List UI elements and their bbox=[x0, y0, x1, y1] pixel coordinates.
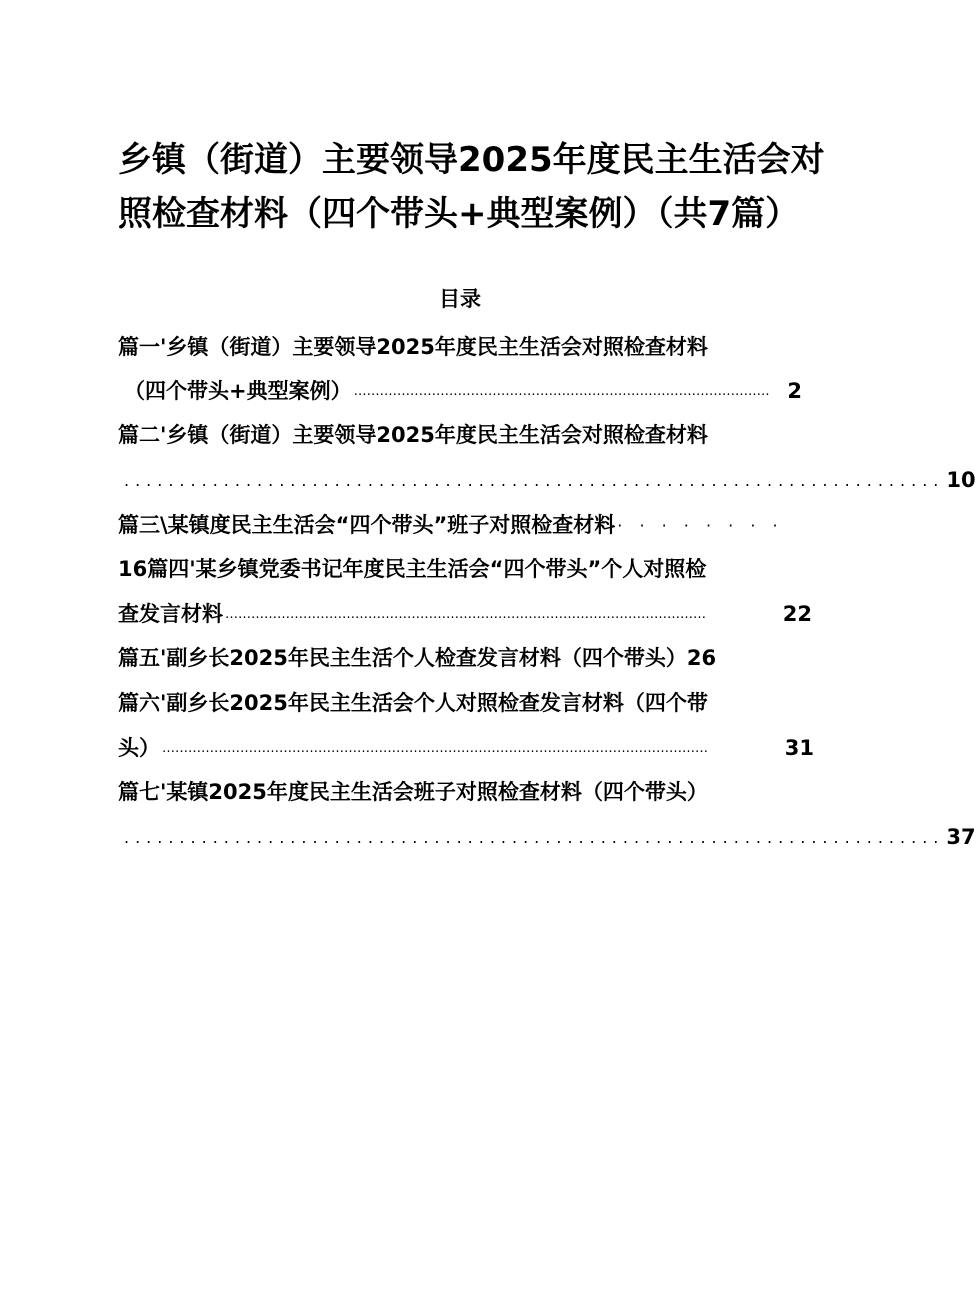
toc-entry-text: 查发言材料 bbox=[118, 602, 223, 626]
toc-entry-1-line-1[interactable] bbox=[118, 333, 758, 361]
toc-page-number: 22 bbox=[782, 602, 812, 626]
toc-dot-leader: ………………………………………………………………………………………………… bbox=[225, 607, 706, 622]
document-title-line-1: 乡镇（街道）主要领导2025年度民主生活会对 bbox=[118, 140, 825, 180]
toc-entry-1-line-2[interactable] bbox=[124, 377, 802, 405]
toc-heading: 目录 bbox=[439, 287, 481, 311]
toc-entry-7-line-1[interactable] bbox=[118, 778, 778, 806]
toc-dot-leader: ……………………………………………………………………………………………………………… bbox=[162, 741, 708, 756]
toc-entry-2-line-2[interactable] bbox=[122, 466, 976, 494]
toc-entry-text: 16篇四'某乡镇党委书记年度民主生活会“四个带头”个人对照检 bbox=[118, 557, 707, 581]
toc-entry-6-line-1[interactable] bbox=[118, 689, 778, 717]
toc-entry-text: 篇七'某镇2025年度民主生活会班子对照检查材料（四个带头） bbox=[118, 780, 708, 804]
toc-entry-2-line-1[interactable] bbox=[118, 421, 758, 449]
toc-page-number: 37 bbox=[946, 825, 976, 849]
document-title-line-2: 照检查材料（四个带头+典型案例）（共7篇） bbox=[118, 194, 800, 234]
toc-entry-3-line-1[interactable] bbox=[118, 511, 846, 539]
toc-entry-4-line-2[interactable] bbox=[118, 600, 812, 628]
toc-entry-7-line-2[interactable] bbox=[122, 823, 976, 851]
toc-entry-5-line-1[interactable] bbox=[118, 644, 778, 672]
toc-entry-6-line-2[interactable] bbox=[118, 734, 814, 762]
toc-dot-leader: .......................................................................... bbox=[124, 828, 945, 847]
toc-page-number: 10 bbox=[946, 468, 976, 492]
toc-page-number: 31 bbox=[784, 736, 814, 760]
toc-entry-text: 篇二'乡镇（街道）主要领导2025年度民主生活会对照检查材料 bbox=[118, 423, 708, 447]
toc-entry-text: 篇三\某镇度民主生活会“四个带头”班子对照检查材料 bbox=[118, 513, 616, 537]
toc-entry-4-line-1[interactable] bbox=[118, 555, 778, 583]
toc-dot-leader: …………………………………………………………………………………… bbox=[353, 384, 770, 399]
toc-page-number: 2 bbox=[787, 379, 802, 403]
toc-entry-text: 篇五'副乡长2025年民主生活个人检查发言材料（四个带头）26 bbox=[118, 646, 717, 670]
toc-entry-text: 头） bbox=[118, 736, 160, 760]
toc-entry-text: 篇一'乡镇（街道）主要领导2025年度民主生活会对照检查材料 bbox=[118, 335, 708, 359]
toc-dot-leader: .......................................................................... bbox=[124, 471, 945, 490]
toc-entry-text: （四个带头+典型案例） bbox=[124, 379, 352, 403]
toc-dot-leader: · · · · · · · · bbox=[617, 516, 784, 535]
toc-entry-text: 篇六'副乡长2025年民主生活会个人对照检查发言材料（四个带 bbox=[118, 691, 708, 715]
